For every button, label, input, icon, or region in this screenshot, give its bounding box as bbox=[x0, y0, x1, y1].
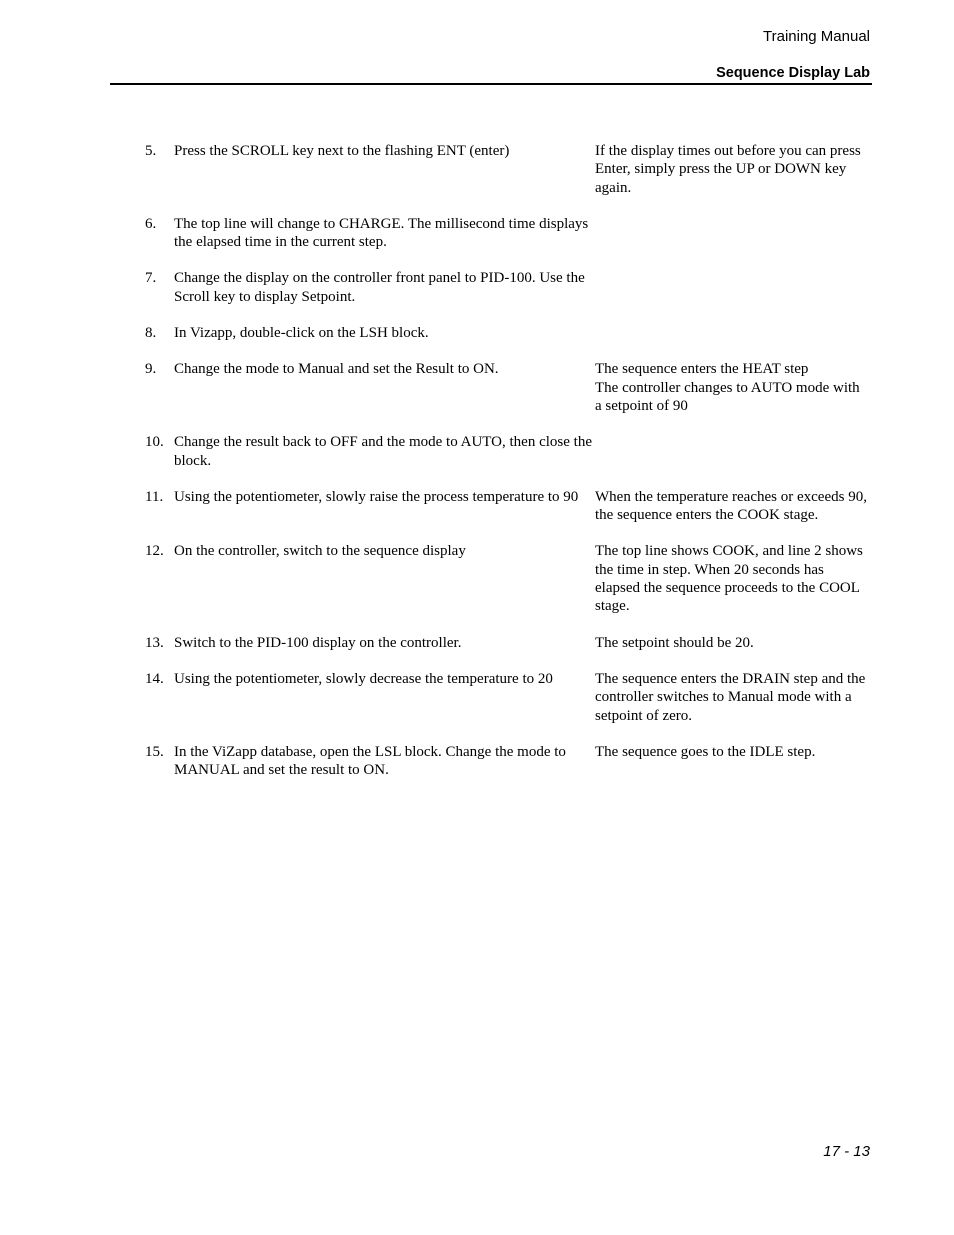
step-result-note: The sequence enters the HEAT step The controller changes to AUTO mode with a setpoint of 90 bbox=[595, 361, 860, 414]
step-item bbox=[145, 269, 870, 306]
step-item bbox=[145, 215, 870, 252]
step-number: 14. bbox=[145, 670, 164, 687]
step-item bbox=[145, 324, 870, 342]
step-item bbox=[145, 634, 870, 652]
step-instruction: Press the SCROLL key next to the flashing ENT (enter) bbox=[174, 143, 510, 159]
step-result-note bbox=[595, 433, 870, 470]
step-instruction: Change the mode to Manual and set the Result to ON. bbox=[174, 361, 499, 378]
step-number: 8. bbox=[145, 325, 157, 342]
step-result-note: The setpoint should be 20. bbox=[595, 634, 754, 651]
step-instruction: The top line will change to CHARGE. The millisecond time displays the elapsed time in the current step. bbox=[174, 215, 589, 251]
step-item bbox=[145, 142, 870, 197]
step-number: 15. bbox=[145, 743, 164, 760]
step-item bbox=[145, 433, 870, 470]
step-number: 13. bbox=[145, 634, 164, 651]
step-number: 6. bbox=[145, 215, 157, 232]
procedure-steps bbox=[145, 142, 870, 797]
step-number: 11. bbox=[145, 488, 164, 505]
step-instruction: Using the potentiometer, slowly decrease the temperature to 20 bbox=[174, 670, 553, 687]
step-item bbox=[145, 360, 870, 415]
step-number: 12. bbox=[145, 543, 164, 560]
step-instruction: Change the result back to OFF and the mode to AUTO, then close the block. bbox=[174, 434, 592, 469]
step-result-note bbox=[595, 269, 870, 306]
manual-title: Training Manual bbox=[763, 28, 870, 45]
step-item bbox=[145, 488, 870, 525]
step-item bbox=[145, 743, 870, 780]
step-number: 10. bbox=[145, 434, 164, 451]
step-instruction: Using the potentiometer, slowly raise the process temperature to 90 bbox=[174, 488, 579, 505]
step-result-note: When the temperature reaches or exceeds 90, the sequence enters the COOK stage. bbox=[595, 488, 867, 524]
section-title: Sequence Display Lab bbox=[716, 65, 870, 81]
step-number: 5. bbox=[145, 143, 157, 159]
step-item bbox=[145, 670, 870, 725]
step-result-note bbox=[595, 215, 870, 252]
step-result-note: The sequence goes to the IDLE step. bbox=[595, 743, 816, 760]
step-result-note: If the display times out before you can press Enter, simply press the UP or DOWN key again. bbox=[595, 143, 861, 196]
step-instruction: Change the display on the controller front panel to PID-100. Use the Scroll key to display Setpoint. bbox=[174, 270, 585, 305]
step-instruction: In Vizapp, double-click on the LSH block. bbox=[174, 325, 429, 342]
step-number: 7. bbox=[145, 270, 157, 287]
page-number: 17 - 13 bbox=[823, 1143, 870, 1160]
step-item bbox=[145, 542, 870, 615]
step-instruction: On the controller, switch to the sequence display bbox=[174, 543, 466, 560]
step-result-note: The top line shows COOK, and line 2 shows the time in step. When 20 seconds has elapsed the sequence proceeds to the COOL stage. bbox=[595, 543, 863, 615]
step-number: 9. bbox=[145, 361, 157, 378]
step-instruction: In the ViZapp database, open the LSL block. Change the mode to MANUAL and set the result to ON. bbox=[174, 743, 566, 779]
step-result-note bbox=[595, 324, 870, 342]
step-result-note: The sequence enters the DRAIN step and the controller switches to Manual mode with a setpoint of zero. bbox=[595, 670, 866, 724]
header-divider bbox=[110, 83, 872, 85]
step-instruction: Switch to the PID-100 display on the controller. bbox=[174, 634, 462, 651]
